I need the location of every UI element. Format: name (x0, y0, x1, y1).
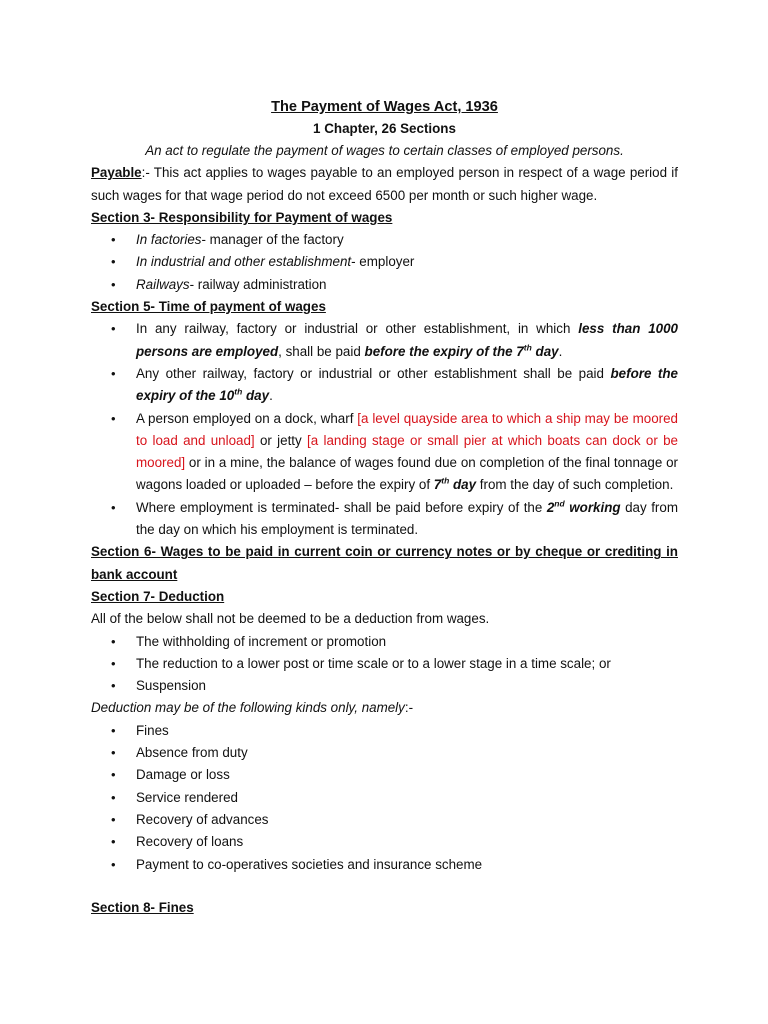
text-run: before the expiry of the 10 (136, 365, 678, 404)
emphasis-run (365, 344, 559, 359)
superscript: nd (554, 498, 565, 509)
payable-text: :- This act applies to wages payable to an employed person in respect of a wage period if such wages for that wage period do not exceed 6500 per month or such higher wage. (91, 165, 678, 203)
bullet-icon: • (111, 678, 116, 694)
list-item-term: Railways (136, 276, 190, 292)
list-item-text: The reduction to a lower post or time scale or to a lower stage in a time scale; or (136, 655, 611, 671)
bullet-icon: • (111, 254, 116, 270)
bullet-icon: • (111, 745, 116, 761)
text-run: 2 (546, 499, 555, 515)
bullet-icon: • (111, 856, 116, 872)
section-7-list (91, 631, 678, 698)
list-item (91, 229, 678, 251)
superscript: th (441, 475, 450, 486)
text-run: day (242, 388, 270, 404)
bullet-icon: • (111, 232, 116, 248)
text-run: before the expiry of the 7 (364, 343, 524, 359)
text-run: . (558, 343, 563, 359)
list-item (91, 854, 678, 876)
list-item (91, 675, 678, 697)
list-item-text: - employer (351, 254, 415, 270)
bullet-icon: • (111, 321, 116, 337)
document-intro: An act to regulate the payment of wages to certain classes of employed persons. (145, 143, 624, 158)
list-item (91, 787, 678, 809)
text-run: A person employed on a dock, wharf (136, 410, 358, 426)
bullet-icon: • (111, 834, 116, 850)
list-item-term: In industrial and other establishment (136, 254, 352, 270)
list-item-text: Service rendered (136, 789, 238, 805)
list-item (91, 497, 678, 542)
list-item (91, 764, 678, 786)
list-item-text: Fines (136, 722, 169, 738)
list-item-text: Payment to co-operatives societies and insurance scheme (136, 856, 483, 872)
text-run: 7 (433, 477, 442, 493)
text-run: day (449, 477, 477, 493)
deduction-kinds-label (91, 697, 678, 719)
section-5-heading: Section 5- Time of payment of wages (91, 299, 326, 315)
document-subtitle: 1 Chapter, 26 Sections (313, 121, 456, 136)
list-item (91, 408, 678, 497)
bullet-icon: • (111, 276, 116, 292)
list-item-text: Absence from duty (136, 745, 248, 761)
bullet-icon: • (111, 410, 116, 426)
text-run: from the day of such completion. (476, 477, 674, 493)
list-item (91, 363, 678, 408)
emphasis-run (547, 500, 621, 515)
list-item-text: - manager of the factory (201, 232, 344, 248)
text-run: In any railway, factory or industrial or other establishment, in which (136, 321, 579, 337)
text-run: day from the day on which his employment is terminated. (136, 499, 678, 538)
deduction-kinds-list (91, 720, 678, 876)
bullet-icon: • (111, 499, 116, 515)
list-item-text: Suspension (136, 678, 206, 694)
spacer (91, 876, 678, 897)
list-item-text: Damage or loss (136, 767, 230, 783)
highlight-definition: [a level quayside area to which a ship may be moored to load and unload] (136, 410, 678, 448)
list-item-term: In factories (136, 232, 202, 248)
bullet-icon: • (111, 655, 116, 671)
text-run: . (269, 388, 273, 404)
list-item (91, 653, 678, 675)
section-6-heading: Section 6- Wages to be paid in current coin or currency notes or by cheque or crediting in bank account (91, 544, 678, 582)
highlight-definition: [a landing stage or small pier at which boats can dock or be moored] (136, 432, 678, 471)
list-item-text: The withholding of increment or promotion (136, 633, 387, 649)
bullet-icon: • (111, 767, 116, 783)
text-run: :- (404, 700, 414, 716)
section-8-heading: Section 8- Fines (91, 899, 194, 915)
section-5-list (91, 318, 678, 541)
text-run: , shall be paid (278, 343, 365, 359)
list-item-text: Recovery of loans (136, 834, 244, 850)
text-run: Where employment is terminated- shall be paid before expiry of the (136, 499, 547, 515)
payable-label: Payable (91, 165, 142, 181)
bullet-icon: • (111, 633, 116, 649)
text-run: working (564, 499, 621, 515)
bullet-icon: • (111, 789, 116, 805)
superscript: th (234, 386, 243, 397)
list-item (91, 631, 678, 653)
emphasis-run (434, 477, 476, 492)
list-item (91, 251, 678, 273)
section-7-heading: Section 7- Deduction (91, 588, 225, 604)
list-item (91, 720, 678, 742)
section-3-list (91, 229, 678, 296)
list-item-text: Recovery of advances (136, 811, 269, 827)
list-item (91, 318, 678, 363)
text-run: Deduction may be of the following kinds only, namely (91, 700, 405, 716)
text-run: or jetty (254, 432, 308, 448)
list-item (91, 831, 678, 853)
text-run: day (531, 343, 559, 359)
section-3-heading: Section 3- Responsibility for Payment of wages (91, 209, 393, 225)
list-item (91, 809, 678, 831)
superscript: th (523, 342, 532, 353)
section-7-text: All of the below shall not be deemed to be a deduction from wages. (91, 611, 490, 627)
bullet-icon: • (111, 722, 116, 738)
list-item (91, 274, 678, 296)
text-run: Any other railway, factory or industrial or other establishment shall be paid (136, 365, 611, 381)
bullet-icon: • (111, 365, 116, 381)
list-item-text: - railway administration (189, 276, 327, 292)
emphasis-run: less than 1000 persons are employed (136, 321, 678, 359)
text-run: or in a mine, the balance of wages found due on completion of the final tonnage or wagons loaded or uploaded – before the expiry of (136, 455, 678, 493)
payable-paragraph (91, 162, 678, 207)
bullet-icon: • (111, 811, 116, 827)
document-title: The Payment of Wages Act, 1936 (271, 99, 498, 115)
list-item (91, 742, 678, 764)
